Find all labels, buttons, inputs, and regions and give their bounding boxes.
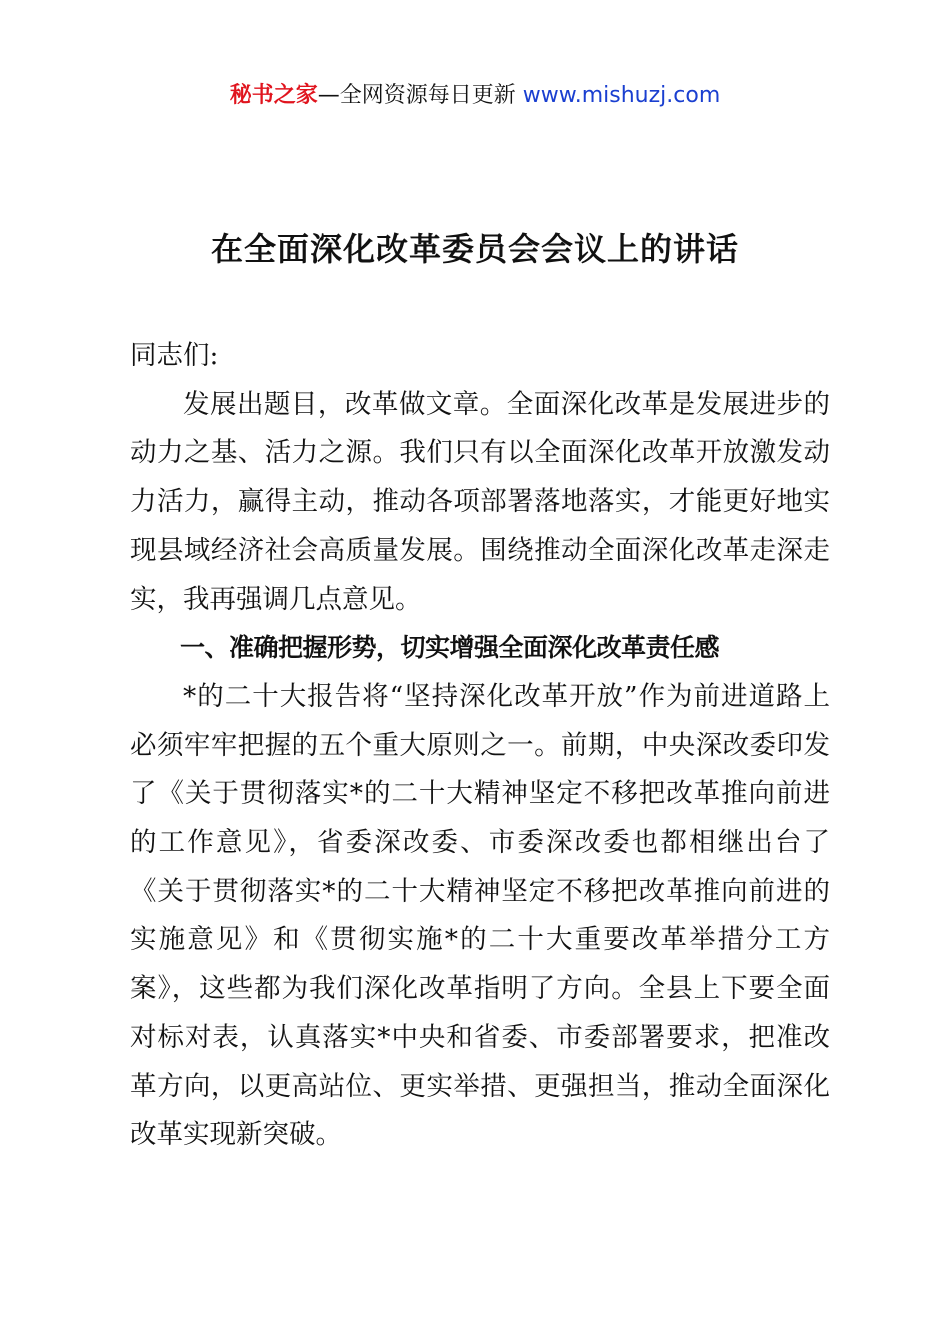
section-1-paragraph: *的二十大报告将“坚持深化改革开放”作为前进道路上必须牢牢把握的五个重大原则之一。前期，中央深改委印发了《关于贯彻落实*的二十大精神坚定不移把改革推向前进的工作意见》，省委深改委、市委深改委也都相继出台了《关于贯彻落实*的二十大精神坚定不移把改革推向前进的实施意见》和《贯彻实施*的二十大重要改革举措分工方案》，这些都为我们深化改革指明了方向。全县上下要全面对标对表，认真落实*中央和省委、市委部署要求，把准改革方向，以更高站位、更实举措、更强担当，推动全面深化改革实现新突破。 [130,680,830,1151]
site-slogan: —全网资源每日更新 [317,83,523,108]
site-url-link[interactable]: www.mishuzj.com [522,83,721,108]
document-body [130,332,830,1160]
salutation: 同志们: [130,340,219,371]
site-brand: 秘书之家 [229,83,318,108]
document-title: 在全面深化改革委员会会议上的讲话 [210,230,739,268]
site-header [0,80,950,112]
intro-paragraph: 发展出题目，改革做文章。全面深化改革是发展进步的动力之基、活力之源。我们只有以全面深化改革开放激发动力活力，赢得主动，推动各项部署落地落实，才能更好地实现县域经济社会高质量发展。围绕推动全面深化改革走深走实，我再强调几点意见。 [130,388,830,615]
section-heading-1: 一、准确把握形势，切实增强全面深化改革责任感 [180,633,720,663]
